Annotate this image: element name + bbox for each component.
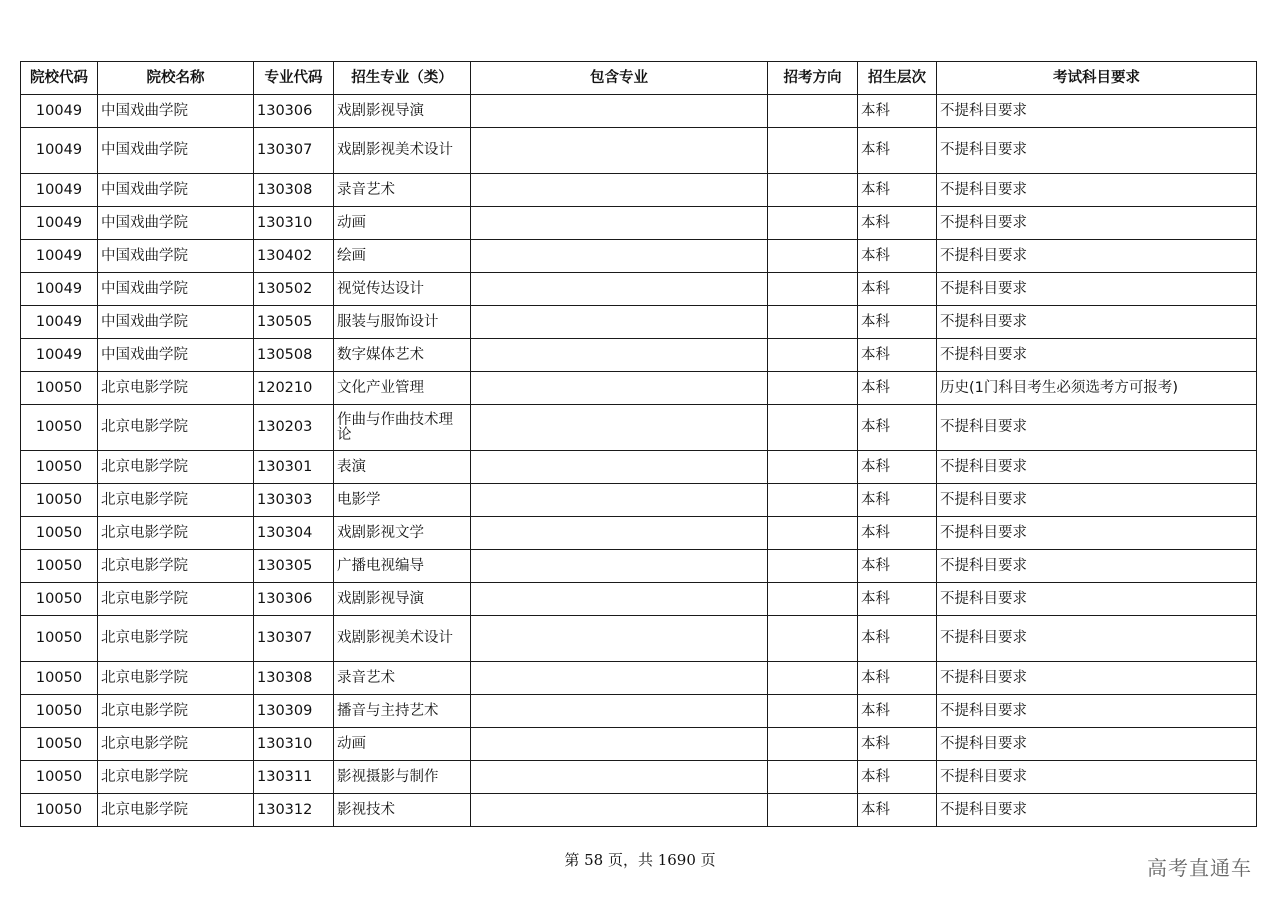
cell-major: 绘画: [334, 240, 471, 273]
cell-major: 戏剧影视导演: [334, 583, 471, 616]
cell-subject-requirement: 历史(1门科目考生必须选考方可报考): [937, 372, 1257, 405]
cell-school-name: 北京电影学院: [98, 372, 254, 405]
cell-major-code: 130502: [254, 273, 334, 306]
cell-major-code: 130310: [254, 207, 334, 240]
cell-included-majors: [471, 616, 768, 662]
cell-subject-requirement: 不提科目要求: [937, 728, 1257, 761]
cell-level: 本科: [858, 761, 937, 794]
cell-level: 本科: [858, 550, 937, 583]
table-row: [21, 695, 1257, 728]
cell-major: 影视摄影与制作: [334, 761, 471, 794]
cell-major-code: 130508: [254, 339, 334, 372]
cell-major: 表演: [334, 451, 471, 484]
cell-direction: [768, 517, 858, 550]
table-row: [21, 451, 1257, 484]
cell-subject-requirement: 不提科目要求: [937, 662, 1257, 695]
watermark: 高考直通车: [1147, 856, 1252, 880]
cell-included-majors: [471, 451, 768, 484]
header-major-code: 专业代码: [254, 62, 334, 95]
cell-school-name: 北京电影学院: [98, 405, 254, 451]
cell-direction: [768, 583, 858, 616]
cell-level: 本科: [858, 240, 937, 273]
cell-subject-requirement: 不提科目要求: [937, 174, 1257, 207]
table-row: [21, 616, 1257, 662]
table-row: [21, 484, 1257, 517]
cell-subject-requirement: 不提科目要求: [937, 695, 1257, 728]
cell-level: 本科: [858, 174, 937, 207]
cell-level: 本科: [858, 583, 937, 616]
cell-level: 本科: [858, 662, 937, 695]
header-included-majors: 包含专业: [471, 62, 768, 95]
cell-school-name: 北京电影学院: [98, 695, 254, 728]
cell-major: 动画: [334, 728, 471, 761]
cell-major-code: 130303: [254, 484, 334, 517]
cell-direction: [768, 207, 858, 240]
cell-included-majors: [471, 484, 768, 517]
cell-school-name: 中国戏曲学院: [98, 339, 254, 372]
cell-school-name: 北京电影学院: [98, 761, 254, 794]
cell-school-code: 10050: [21, 616, 98, 662]
table-row: [21, 174, 1257, 207]
cell-school-code: 10049: [21, 95, 98, 128]
cell-direction: [768, 306, 858, 339]
table-row: [21, 306, 1257, 339]
cell-direction: [768, 728, 858, 761]
header-subject-requirement: 考试科目要求: [937, 62, 1257, 95]
cell-school-code: 10050: [21, 662, 98, 695]
cell-direction: [768, 273, 858, 306]
cell-school-name: 北京电影学院: [98, 616, 254, 662]
cell-included-majors: [471, 339, 768, 372]
cell-school-name: 中国戏曲学院: [98, 128, 254, 174]
cell-direction: [768, 761, 858, 794]
page-number: 第 58 页，共 1690 页: [564, 851, 716, 869]
cell-school-code: 10049: [21, 306, 98, 339]
cell-major-code: 130306: [254, 95, 334, 128]
cell-major: 戏剧影视美术设计: [334, 616, 471, 662]
cell-major: 戏剧影视导演: [334, 95, 471, 128]
cell-school-code: 10050: [21, 583, 98, 616]
cell-direction: [768, 794, 858, 827]
cell-school-name: 中国戏曲学院: [98, 95, 254, 128]
cell-included-majors: [471, 583, 768, 616]
cell-subject-requirement: 不提科目要求: [937, 550, 1257, 583]
cell-major: 广播电视编导: [334, 550, 471, 583]
cell-direction: [768, 95, 858, 128]
cell-school-code: 10049: [21, 273, 98, 306]
cell-included-majors: [471, 95, 768, 128]
cell-major-code: 130308: [254, 662, 334, 695]
cell-major-code: 130307: [254, 616, 334, 662]
cell-school-code: 10050: [21, 484, 98, 517]
cell-subject-requirement: 不提科目要求: [937, 95, 1257, 128]
cell-subject-requirement: 不提科目要求: [937, 306, 1257, 339]
cell-included-majors: [471, 174, 768, 207]
cell-subject-requirement: 不提科目要求: [937, 207, 1257, 240]
header-direction: 招考方向: [768, 62, 858, 95]
cell-direction: [768, 372, 858, 405]
cell-direction: [768, 128, 858, 174]
cell-school-code: 10049: [21, 339, 98, 372]
cell-direction: [768, 695, 858, 728]
table-row: [21, 207, 1257, 240]
cell-subject-requirement: 不提科目要求: [937, 240, 1257, 273]
table-row: [21, 662, 1257, 695]
table-row: [21, 794, 1257, 827]
cell-level: 本科: [858, 484, 937, 517]
cell-major-code: 130305: [254, 550, 334, 583]
cell-direction: [768, 240, 858, 273]
cell-level: 本科: [858, 616, 937, 662]
cell-major-code: 120210: [254, 372, 334, 405]
cell-level: 本科: [858, 95, 937, 128]
cell-school-code: 10049: [21, 240, 98, 273]
cell-major: 戏剧影视美术设计: [334, 128, 471, 174]
cell-level: 本科: [858, 695, 937, 728]
cell-major: 电影学: [334, 484, 471, 517]
cell-school-name: 北京电影学院: [98, 550, 254, 583]
cell-major-code: 130312: [254, 794, 334, 827]
cell-subject-requirement: 不提科目要求: [937, 405, 1257, 451]
cell-direction: [768, 484, 858, 517]
cell-level: 本科: [858, 306, 937, 339]
cell-included-majors: [471, 794, 768, 827]
cell-school-name: 北京电影学院: [98, 794, 254, 827]
cell-school-name: 北京电影学院: [98, 517, 254, 550]
header-school-name: 院校名称: [98, 62, 254, 95]
cell-school-name: 北京电影学院: [98, 728, 254, 761]
cell-direction: [768, 662, 858, 695]
cell-included-majors: [471, 207, 768, 240]
cell-level: 本科: [858, 517, 937, 550]
cell-included-majors: [471, 550, 768, 583]
cell-major-code: 130308: [254, 174, 334, 207]
cell-included-majors: [471, 517, 768, 550]
cell-major-code: 130309: [254, 695, 334, 728]
table-header: [21, 62, 1257, 95]
table-row: [21, 95, 1257, 128]
cell-major: 服装与服饰设计: [334, 306, 471, 339]
cell-level: 本科: [858, 372, 937, 405]
header-row: [21, 62, 1257, 95]
cell-subject-requirement: 不提科目要求: [937, 517, 1257, 550]
cell-school-code: 10050: [21, 794, 98, 827]
cell-major: 戏剧影视文学: [334, 517, 471, 550]
table-body: [21, 95, 1257, 827]
cell-major-code: 130311: [254, 761, 334, 794]
cell-subject-requirement: 不提科目要求: [937, 128, 1257, 174]
cell-included-majors: [471, 240, 768, 273]
cell-school-code: 10050: [21, 761, 98, 794]
cell-included-majors: [471, 662, 768, 695]
cell-school-code: 10050: [21, 451, 98, 484]
cell-major-code: 130402: [254, 240, 334, 273]
table-row: [21, 405, 1257, 451]
cell-school-code: 10049: [21, 174, 98, 207]
cell-major: 视觉传达设计: [334, 273, 471, 306]
cell-school-name: 中国戏曲学院: [98, 273, 254, 306]
header-major: 招生专业（类）: [334, 62, 471, 95]
cell-school-code: 10049: [21, 128, 98, 174]
cell-included-majors: [471, 728, 768, 761]
cell-direction: [768, 339, 858, 372]
cell-direction: [768, 550, 858, 583]
cell-major-code: 130306: [254, 583, 334, 616]
cell-school-code: 10049: [21, 207, 98, 240]
cell-subject-requirement: 不提科目要求: [937, 339, 1257, 372]
cell-school-code: 10050: [21, 550, 98, 583]
cell-direction: [768, 451, 858, 484]
cell-level: 本科: [858, 273, 937, 306]
cell-school-name: 中国戏曲学院: [98, 174, 254, 207]
cell-school-code: 10050: [21, 405, 98, 451]
cell-level: 本科: [858, 405, 937, 451]
cell-subject-requirement: 不提科目要求: [937, 484, 1257, 517]
cell-included-majors: [471, 128, 768, 174]
cell-level: 本科: [858, 128, 937, 174]
cell-major: 录音艺术: [334, 174, 471, 207]
cell-included-majors: [471, 372, 768, 405]
table-row: [21, 728, 1257, 761]
cell-major: 动画: [334, 207, 471, 240]
header-school-code: 院校代码: [21, 62, 98, 95]
table-row: [21, 128, 1257, 174]
cell-major-code: 130301: [254, 451, 334, 484]
cell-major: 作曲与作曲技术理论: [334, 405, 471, 451]
cell-subject-requirement: 不提科目要求: [937, 583, 1257, 616]
cell-major: 文化产业管理: [334, 372, 471, 405]
cell-major-code: 130310: [254, 728, 334, 761]
cell-school-name: 中国戏曲学院: [98, 306, 254, 339]
cell-subject-requirement: 不提科目要求: [937, 273, 1257, 306]
table-row: [21, 550, 1257, 583]
cell-school-code: 10050: [21, 728, 98, 761]
cell-major: 数字媒体艺术: [334, 339, 471, 372]
cell-direction: [768, 616, 858, 662]
cell-included-majors: [471, 695, 768, 728]
cell-subject-requirement: 不提科目要求: [937, 451, 1257, 484]
cell-school-code: 10050: [21, 517, 98, 550]
cell-level: 本科: [858, 339, 937, 372]
table-row: [21, 583, 1257, 616]
cell-school-name: 北京电影学院: [98, 583, 254, 616]
cell-major-code: 130304: [254, 517, 334, 550]
cell-included-majors: [471, 273, 768, 306]
cell-school-name: 中国戏曲学院: [98, 207, 254, 240]
cell-level: 本科: [858, 451, 937, 484]
cell-school-name: 北京电影学院: [98, 484, 254, 517]
cell-school-name: 中国戏曲学院: [98, 240, 254, 273]
cell-subject-requirement: 不提科目要求: [937, 616, 1257, 662]
cell-level: 本科: [858, 728, 937, 761]
cell-major: 录音艺术: [334, 662, 471, 695]
table-row: [21, 273, 1257, 306]
cell-major: 影视技术: [334, 794, 471, 827]
cell-included-majors: [471, 306, 768, 339]
table-row: [21, 761, 1257, 794]
table-row: [21, 339, 1257, 372]
admission-table: [20, 61, 1257, 827]
cell-school-code: 10050: [21, 372, 98, 405]
cell-major-code: 130505: [254, 306, 334, 339]
cell-major-code: 130203: [254, 405, 334, 451]
cell-level: 本科: [858, 794, 937, 827]
cell-major-code: 130307: [254, 128, 334, 174]
cell-school-name: 北京电影学院: [98, 662, 254, 695]
header-level: 招生层次: [858, 62, 937, 95]
table-row: [21, 372, 1257, 405]
cell-direction: [768, 405, 858, 451]
cell-included-majors: [471, 761, 768, 794]
table-row: [21, 240, 1257, 273]
cell-included-majors: [471, 405, 768, 451]
table-row: [21, 517, 1257, 550]
cell-school-name: 北京电影学院: [98, 451, 254, 484]
cell-subject-requirement: 不提科目要求: [937, 761, 1257, 794]
cell-major: 播音与主持艺术: [334, 695, 471, 728]
cell-direction: [768, 174, 858, 207]
cell-school-code: 10050: [21, 695, 98, 728]
cell-subject-requirement: 不提科目要求: [937, 794, 1257, 827]
cell-level: 本科: [858, 207, 937, 240]
